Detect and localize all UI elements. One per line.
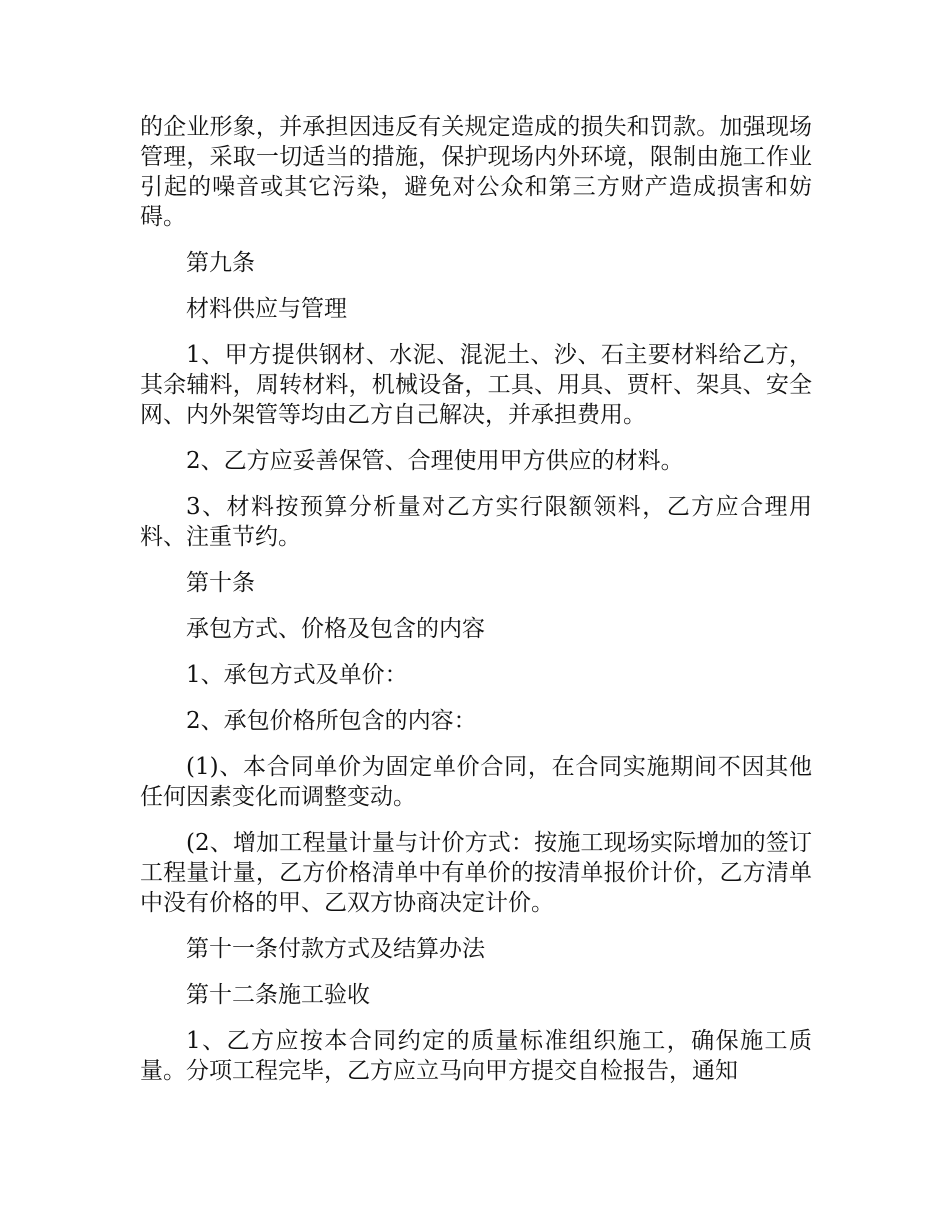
article-12-heading: 第十二条施工验收 <box>186 982 370 1008</box>
article-10-subitem-2: (2、增加工程量计量与计价方式：按施工现场实际增加的签订工程量计量，乙方价格清单中有单价的按清单报价计价，乙方清单中没有价格的甲、乙双方协商决定计价。 <box>140 830 812 916</box>
article-9-item-3: 3、材料按预算分析量对乙方实行限额领料，乙方应合理用料、注重节约。 <box>140 494 812 550</box>
article-9-title: 材料供应与管理 <box>186 296 347 322</box>
article-10-subitem-1: (1)、本合同单价为固定单价合同，在合同实施期间不因其他任何因素变化而调整变动。 <box>140 754 812 810</box>
article-9-item-2: 2、乙方应妥善保管、合理使用甲方供应的材料。 <box>186 448 684 474</box>
paragraph-1: 的企业形象，并承担因违反有关规定造成的损失和罚款。加强现场管理，采取一切适当的措施，保护现场内外环境，限制由施工作业引起的噪音或其它污染，避免对公众和第三方财产造成损害和妨碍。 <box>140 114 812 230</box>
article-10-heading: 第十条 <box>186 570 255 596</box>
article-11-heading: 第十一条付款方式及结算办法 <box>186 936 485 962</box>
article-10-item-1: 1、承包方式及单价： <box>186 662 408 688</box>
article-10-title: 承包方式、价格及包含的内容 <box>186 616 485 642</box>
article-9-heading: 第九条 <box>186 250 255 276</box>
article-12-item-1: 1、乙方应按本合同约定的质量标准组织施工，确保施工质量。分项工程完毕，乙方应立马向甲方提交自检报告，通知 <box>140 1028 812 1084</box>
article-10-item-2: 2、承包价格所包含的内容： <box>186 708 477 734</box>
document-page <box>140 112 812 1102</box>
article-9-item-1: 1、甲方提供钢材、水泥、混泥土、沙、石主要材料给乙方，其余辅料，周转材料，机械设备，工具、用具、贾杆、架具、安全网、内外架管等均由乙方自己解决，并承担费用。 <box>140 342 812 428</box>
